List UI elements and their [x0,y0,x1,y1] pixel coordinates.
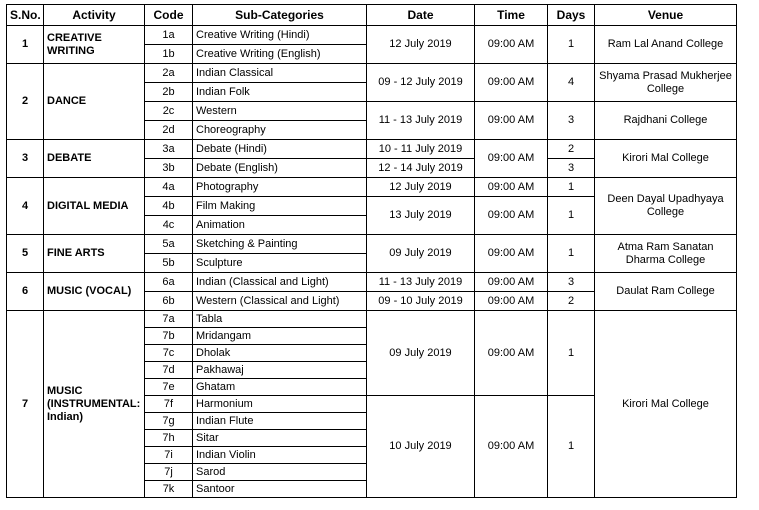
code-cell: 4a [145,178,193,197]
days-cell: 1 [548,26,595,64]
header-time: Time [475,5,548,26]
subcategory-cell: Sketching & Painting [193,235,367,254]
table-row [7,311,737,328]
sno-cell: 2 [7,64,44,140]
days-cell: 3 [548,159,595,178]
date-cell: 10 July 2019 [367,396,475,498]
subcategory-cell: Mridangam [193,328,367,345]
subcategory-cell: Sitar [193,430,367,447]
subcategory-cell: Santoor [193,481,367,498]
code-cell: 3a [145,140,193,159]
days-cell: 1 [548,311,595,396]
code-cell: 7b [145,328,193,345]
subcategory-cell: Photography [193,178,367,197]
code-cell: 7j [145,464,193,481]
sno-cell: 4 [7,178,44,235]
venue-cell: Ram Lal Anand College [595,26,737,64]
subcategory-cell: Debate (English) [193,159,367,178]
subcategory-cell: Pakhawaj [193,362,367,379]
sno-cell: 1 [7,26,44,64]
days-cell: 3 [548,102,595,140]
subcategory-cell: Western [193,102,367,121]
time-cell: 09:00 AM [475,140,548,178]
header-subcategories: Sub-Categories [193,5,367,26]
date-cell: 12 - 14 July 2019 [367,159,475,178]
code-cell: 7h [145,430,193,447]
subcategory-cell: Animation [193,216,367,235]
activity-cell: FINE ARTS [44,235,145,273]
date-cell: 11 - 13 July 2019 [367,102,475,140]
code-cell: 7i [145,447,193,464]
subcategory-cell: Debate (Hindi) [193,140,367,159]
subcategory-cell: Creative Writing (Hindi) [193,26,367,45]
code-cell: 1b [145,45,193,64]
table-row [7,235,737,254]
time-cell: 09:00 AM [475,292,548,311]
venue-cell: Rajdhani College [595,102,737,140]
date-cell: 13 July 2019 [367,197,475,235]
sno-cell: 7 [7,311,44,498]
days-cell: 1 [548,235,595,273]
venue-cell: Kirori Mal College [595,140,737,178]
code-cell: 4b [145,197,193,216]
code-cell: 2a [145,64,193,83]
schedule-table [6,4,737,498]
days-cell: 1 [548,178,595,197]
header-code: Code [145,5,193,26]
code-cell: 7k [145,481,193,498]
header-sno: S.No. [7,5,44,26]
table-row [7,273,737,292]
subcategory-cell: Indian Folk [193,83,367,102]
days-cell: 4 [548,64,595,102]
time-cell: 09:00 AM [475,197,548,235]
subcategory-cell: Film Making [193,197,367,216]
days-cell: 1 [548,396,595,498]
code-cell: 3b [145,159,193,178]
time-cell: 09:00 AM [475,178,548,197]
subcategory-cell: Western (Classical and Light) [193,292,367,311]
header-row [7,5,737,26]
time-cell: 09:00 AM [475,26,548,64]
venue-cell: Deen Dayal Upadhyaya College [595,178,737,235]
code-cell: 2c [145,102,193,121]
subcategory-cell: Sarod [193,464,367,481]
activity-cell: CREATIVE WRITING [44,26,145,64]
code-cell: 6a [145,273,193,292]
venue-cell: Shyama Prasad Mukherjee College [595,64,737,102]
venue-cell: Daulat Ram College [595,273,737,311]
date-cell: 09 July 2019 [367,235,475,273]
time-cell: 09:00 AM [475,311,548,396]
code-cell: 7g [145,413,193,430]
sno-cell: 5 [7,235,44,273]
activity-cell: DEBATE [44,140,145,178]
activity-cell: DIGITAL MEDIA [44,178,145,235]
code-cell: 5a [145,235,193,254]
sno-cell: 6 [7,273,44,311]
code-cell: 7f [145,396,193,413]
code-cell: 2d [145,121,193,140]
date-cell: 09 July 2019 [367,311,475,396]
subcategory-cell: Tabla [193,311,367,328]
date-cell: 12 July 2019 [367,26,475,64]
table-row [7,26,737,45]
venue-cell: Kirori Mal College [595,311,737,498]
days-cell: 1 [548,197,595,235]
subcategory-cell: Harmonium [193,396,367,413]
time-cell: 09:00 AM [475,102,548,140]
subcategory-cell: Ghatam [193,379,367,396]
subcategory-cell: Creative Writing (English) [193,45,367,64]
header-venue: Venue [595,5,737,26]
time-cell: 09:00 AM [475,235,548,273]
days-cell: 2 [548,140,595,159]
code-cell: 7d [145,362,193,379]
date-cell: 10 - 11 July 2019 [367,140,475,159]
days-cell: 3 [548,273,595,292]
header-date: Date [367,5,475,26]
date-cell: 09 - 12 July 2019 [367,64,475,102]
code-cell: 7c [145,345,193,362]
header-days: Days [548,5,595,26]
code-cell: 5b [145,254,193,273]
time-cell: 09:00 AM [475,396,548,498]
sno-cell: 3 [7,140,44,178]
code-cell: 1a [145,26,193,45]
activity-cell: MUSIC (INSTRUMENTAL: Indian) [44,311,145,498]
subcategory-cell: Sculpture [193,254,367,273]
code-cell: 6b [145,292,193,311]
subcategory-cell: Indian Classical [193,64,367,83]
header-activity: Activity [44,5,145,26]
activity-cell: DANCE [44,64,145,140]
date-cell: 12 July 2019 [367,178,475,197]
table-row [7,64,737,83]
subcategory-cell: Indian Violin [193,447,367,464]
time-cell: 09:00 AM [475,64,548,102]
table-row [7,178,737,197]
code-cell: 7a [145,311,193,328]
subcategory-cell: Choreography [193,121,367,140]
table-row [7,140,737,159]
code-cell: 7e [145,379,193,396]
time-cell: 09:00 AM [475,273,548,292]
date-cell: 09 - 10 July 2019 [367,292,475,311]
date-cell: 11 - 13 July 2019 [367,273,475,292]
venue-cell: Atma Ram Sanatan Dharma College [595,235,737,273]
subcategory-cell: Dholak [193,345,367,362]
subcategory-cell: Indian Flute [193,413,367,430]
days-cell: 2 [548,292,595,311]
subcategory-cell: Indian (Classical and Light) [193,273,367,292]
activity-cell: MUSIC (VOCAL) [44,273,145,311]
code-cell: 4c [145,216,193,235]
code-cell: 2b [145,83,193,102]
